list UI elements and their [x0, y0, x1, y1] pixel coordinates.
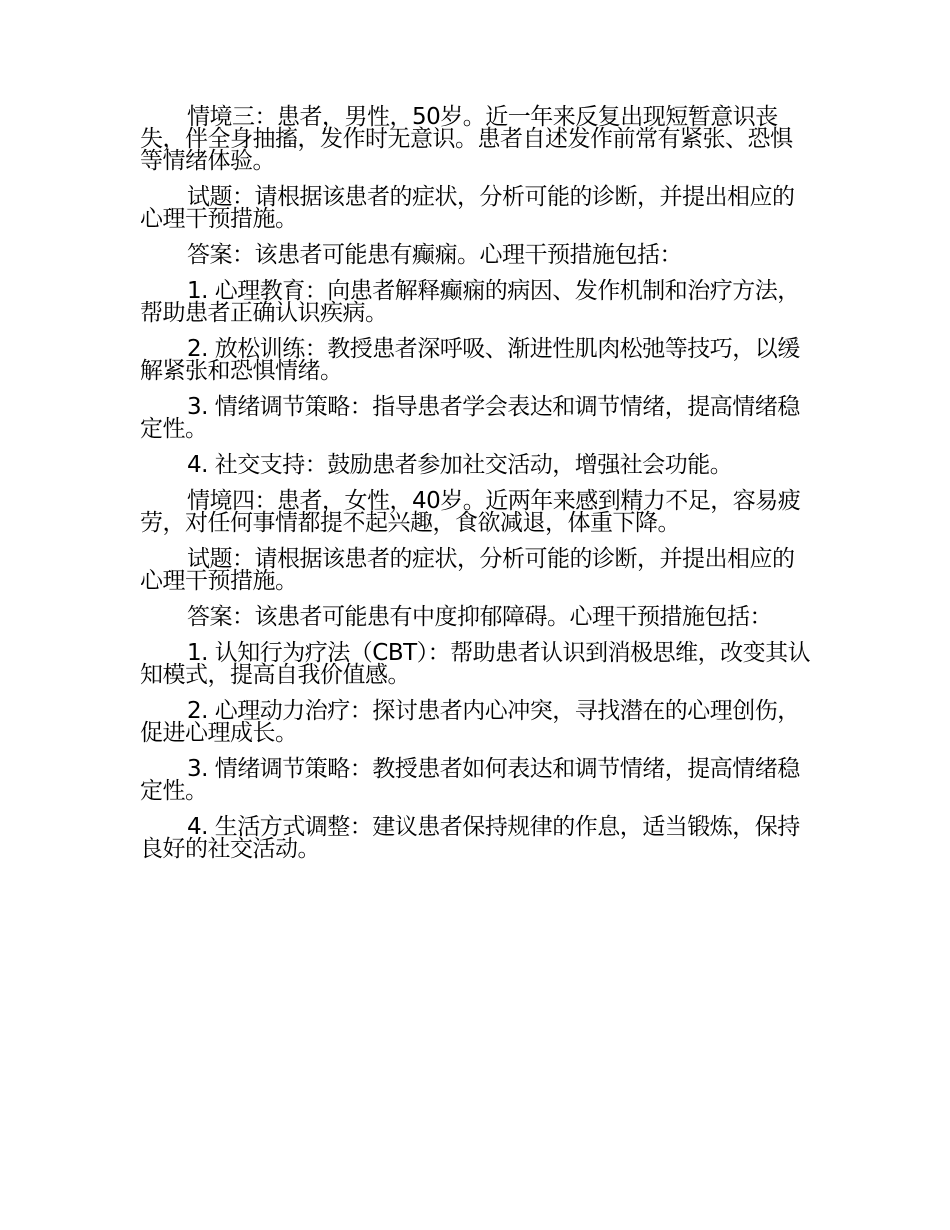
scenario-4-question: 试题：请根据该患者的症状，分析可能的诊断，并提出相应的心理干预措施。	[140, 546, 795, 594]
scenario-4-measure-1: 1. 认知行为疗法（CBT）：帮助患者认识到消极思维，改变其认知模式，提高自我价值感。	[140, 640, 811, 688]
scenario-3-measure-3: 3. 情绪调节策略：指导患者学会表达和调节情绪，提高情绪稳定性。	[140, 394, 800, 442]
document-body	[140, 106, 812, 874]
scenario-3-description: 情境三：患者，男性，50岁。近一年来反复出现短暂意识丧失，伴全身抽搐，发作时无意识。患者自述发作前常有紧张、恐惧等情绪体验。	[140, 104, 793, 174]
scenario-3-measure-2: 2. 放松训练：教授患者深呼吸、渐进性肌肉松弛等技巧，以缓解紧张和恐惧情绪。	[140, 336, 800, 384]
scenario-4-measure-4: 4. 生活方式调整：建议患者保持规律的作息，适当锻炼，保持良好的社交活动。	[140, 814, 800, 862]
scenario-4-measure-2: 2. 心理动力治疗：探讨患者内心冲突，寻找潜在的心理创伤，促进心理成长。	[140, 698, 800, 746]
scenario-3-measure-4: 4. 社交支持：鼓励患者参加社交活动，增强社会功能。	[187, 452, 733, 478]
scenario-3-measure-1: 1. 心理教育：向患者解释癫痫的病因、发作机制和治疗方法，帮助患者正确认识疾病。	[140, 278, 800, 326]
scenario-4-answer: 答案：该患者可能患有中度抑郁障碍。心理干预措施包括：	[187, 604, 772, 630]
scenario-4-description: 情境四：患者，女性，40岁。近两年来感到精力不足，容易疲劳，对任何事情都提不起兴趣，食欲减退，体重下降。	[140, 488, 801, 536]
scenario-4-measure-3: 3. 情绪调节策略：教授患者如何表达和调节情绪，提高情绪稳定性。	[140, 756, 800, 804]
scenario-3-answer: 答案：该患者可能患有癫痫。心理干预措施包括：	[187, 242, 682, 268]
scenario-3-question: 试题：请根据该患者的症状，分析可能的诊断，并提出相应的心理干预措施。	[140, 184, 795, 232]
